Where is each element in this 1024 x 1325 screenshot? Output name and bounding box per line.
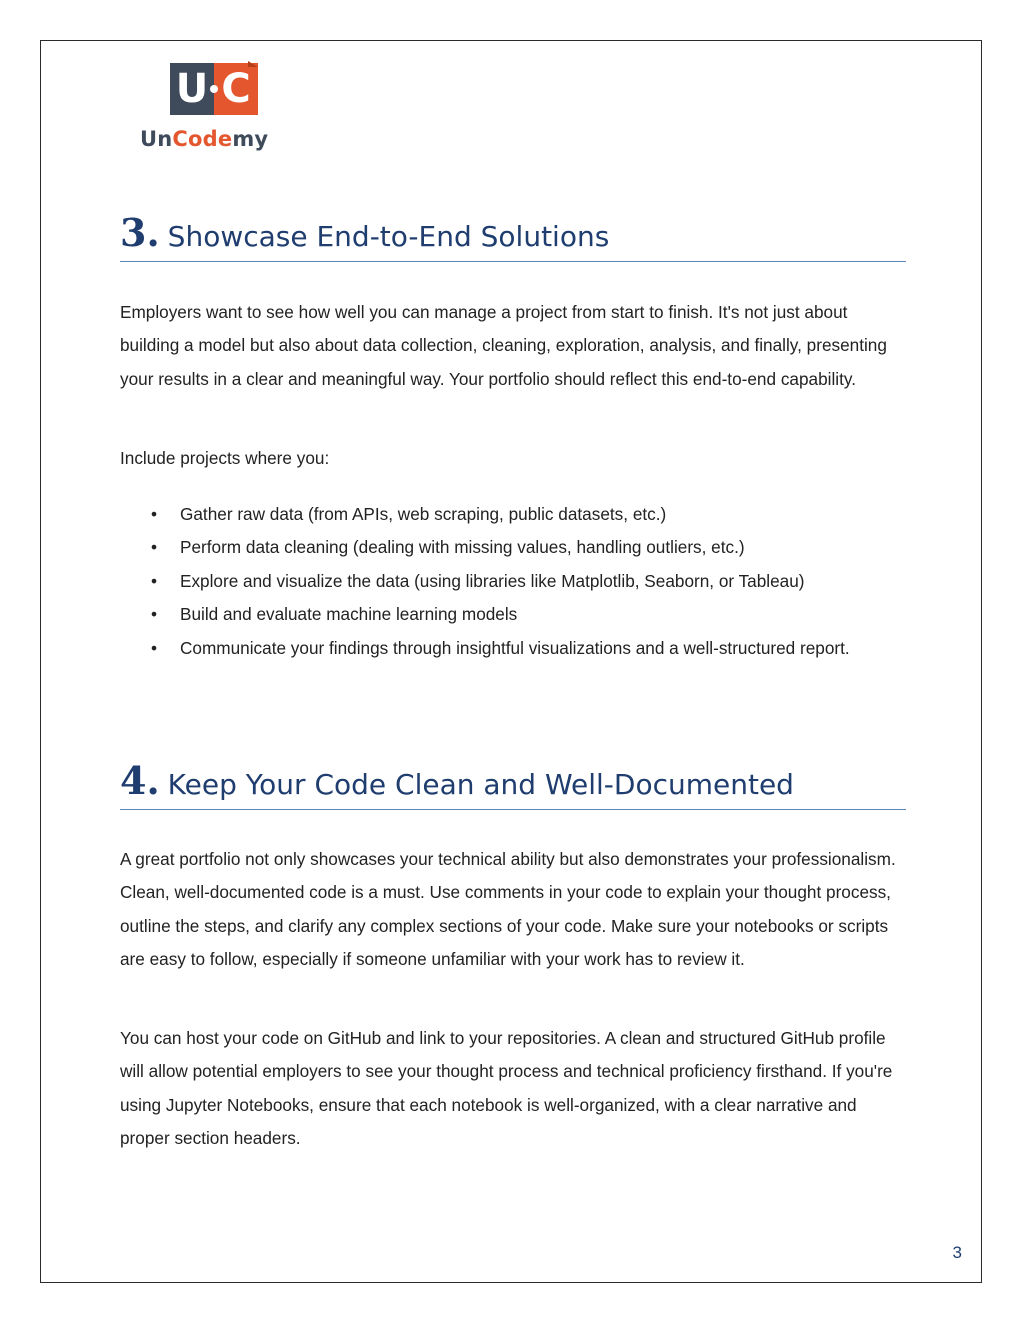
section-3-number: 3. [120,210,160,255]
section-3-bullet-list [150,498,910,665]
logo-wordmark-part2: Code [172,127,233,151]
logo-wordmark [140,127,268,151]
list-item [150,565,910,598]
list-item-text: Build and evaluate machine learning models [180,604,518,625]
section-3-paragraph-1: Employers want to see how well you can manage a project from start to finish. It's not just about building a model but also about data collection, cleaning, exploration, analysis, and finally, presenting your results in a clear and meaningful way. Your portfolio should reflect this end-to-end capability. [120,302,887,389]
page-number: 3 [952,1243,962,1262]
section-4-paragraph-1: A great portfolio not only showcases your technical ability but also demonstrates your professionalism. Clean, well-documented code is a must. Use comments in your code to explain your thought process, outline the steps, and clarify any complex sections of your code. Make sure your notebooks or scripts are easy to follow, especially if someone unfamiliar with your work has to review it. [120,849,896,970]
bullet-icon: • [150,604,158,625]
logo-mark [170,61,258,119]
list-item [150,531,910,564]
list-item-text: Gather raw data (from APIs, web scraping, public datasets, etc.) [180,504,667,524]
list-item-text: Communicate your findings through insightful visualizations and a well-structured report. [180,637,850,658]
section-4-number: 4. [120,758,160,803]
section-4-heading [120,758,906,810]
section-3-heading [120,210,906,262]
bullet-icon: • [150,504,158,524]
section-3-title: Showcase End-to-End Solutions [167,220,610,253]
section-4-title: Keep Your Code Clean and Well-Documented [167,768,794,801]
logo-letter-c: C [214,63,258,115]
section-3-paragraph-2: Include projects where you: [120,448,330,468]
bullet-icon: • [150,537,158,558]
uncodemy-logo [140,61,290,156]
logo-letter-u: U [170,63,214,115]
bullet-icon: • [150,570,158,591]
section-4-paragraph-2: You can host your code on GitHub and link to your repositories. A clean and structured GitHub profile will allow potential employers to see your thought process and technical proficiency firsthand. If you're using Jupyter Notebooks, ensure that each notebook is well-organized, with a clear narrative and proper section headers. [120,1028,893,1149]
logo-fold [248,61,258,67]
list-item-text: Perform data cleaning (dealing with missing values, handling outliers, etc.) [180,537,745,558]
bullet-icon: • [150,637,158,658]
list-item [150,632,910,665]
list-item [150,598,910,631]
list-item [150,498,910,531]
list-item-text: Explore and visualize the data (using libraries like Matplotlib, Seaborn, or Tableau) [180,570,805,591]
logo-dot [210,85,218,93]
logo-wordmark-part1: Un [140,127,173,151]
logo-wordmark-part3: my [232,127,269,151]
